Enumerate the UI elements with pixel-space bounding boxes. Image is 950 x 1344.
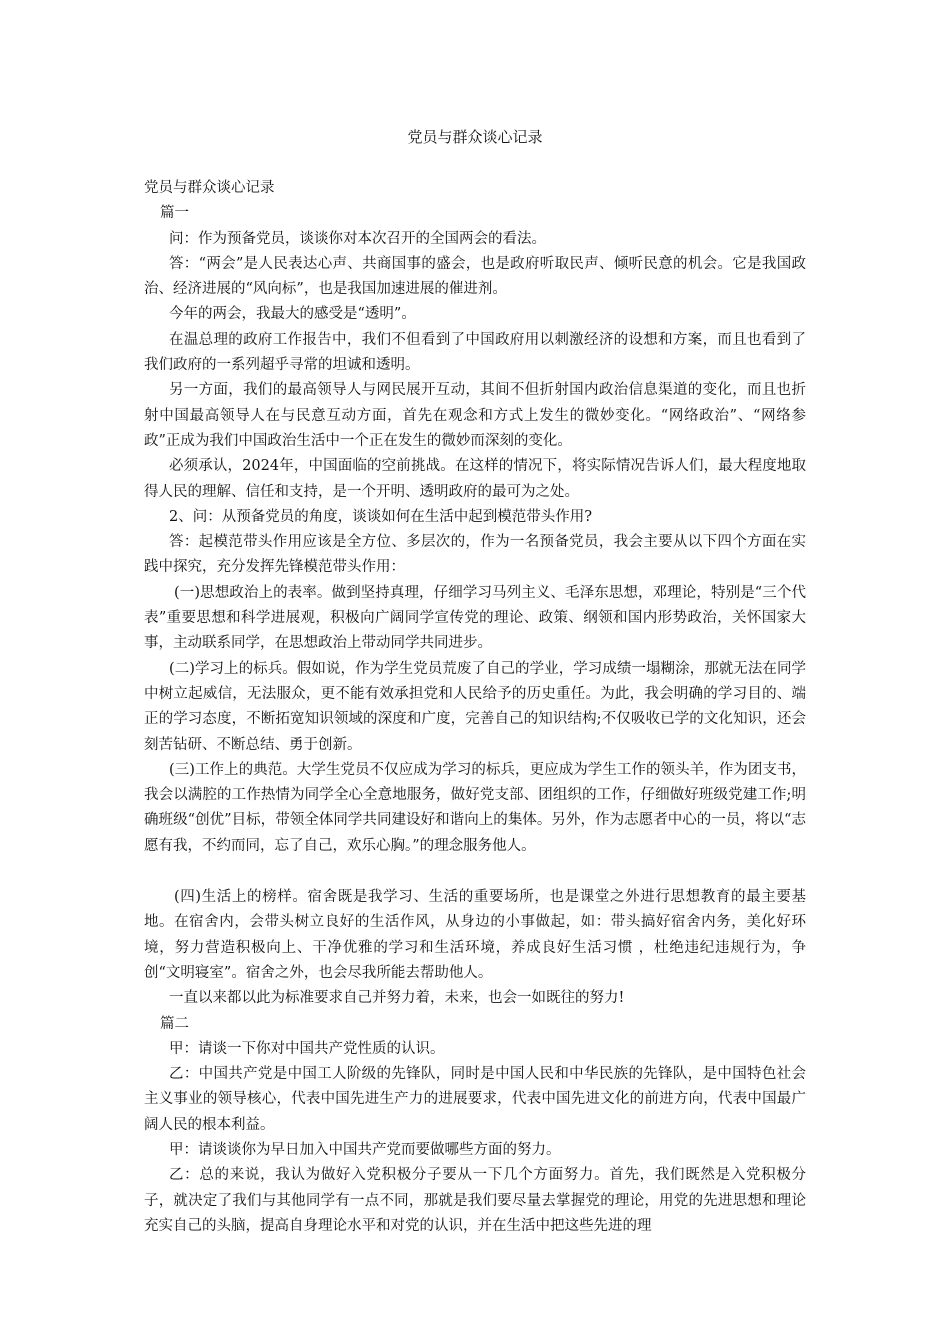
- paragraph: 另一方面，我们的最高领导人与网民展开互动，其间不但折射国内政治信息渠道的变化，而且也折射中国最高领导人在与民意互动方面，首先在观念和方式上发生的微妙变化。“网络政治”、“网络参政”正成为我们中国政治生活中一个正在发生的微妙而深刻的变化。: [144, 382, 806, 449]
- paragraph: 今年的两会，我最大的感受是“透明”。: [169, 306, 416, 323]
- paragraph: 甲：请谈一下你对中国共产党性质的认识。: [169, 1040, 445, 1057]
- paragraph: (二)学习上的标兵。假如说，作为学生党员荒废了自己的学业，学习成绩一塌糊涂，那就无法在同学中树立起威信，无法服众，更不能有效承担党和人民给予的历史重任。为此，我会明确的学习目的、端正的学习态度，不断拓宽知识领域的深度和广度，完善自己的知识结构;不仅吸收已学的文化知识，还会刻苦钻研、不断总结、勇于创新。: [144, 660, 806, 753]
- paragraph: (一)思想政治上的表率。做到坚持真理，仔细学习马列主义、毛泽东思想，邓理论，特别是“三个代表”重要思想和科学进展观，积极向广阔同学宣传党的理论、政策、纲领和国内形势政治，关怀国家大事，主动联系同学，在思想政治上带动同学共同进步。: [144, 584, 806, 652]
- paragraph: 必须承认，2024年，中国面临的空前挑战。在这样的情况下，将实际情况告诉人们，最大程度地取得人民的理解、信任和支持，是一个开明、透明政府的最可为之处。: [144, 458, 806, 500]
- section-heading-part-two: 篇二: [160, 1015, 189, 1032]
- document-title: 党员与群众谈心记录: [407, 128, 543, 146]
- blank-line: [144, 859, 806, 885]
- paragraph: 乙：中国共产党是中国工人阶级的先锋队，同时是中国人民和中华民族的先锋队，是中国特色社会主义事业的领导核心，代表中国先进生产力的进展要求，代表中国先进文化的前进方向，代表中国最广阔人民的根本利益。: [144, 1066, 806, 1133]
- paragraph: 答：起模范带头作用应该是全方位、多层次的，作为一名预备党员，我会主要从以下四个方面在实践中探究，充分发挥先锋模范带头作用：: [144, 534, 806, 576]
- paragraph: 乙：总的来说，我认为做好入党积极分子要从一下几个方面努力。首先，我们既然是入党积极分子，就决定了我们与其他同学有一点不同，那就是我们要尽量去掌握党的理论，用党的先进思想和理论充实自己的头脑，提高自身理论水平和对党的认识，并在生活中把这些先进的理: [144, 1167, 806, 1234]
- paragraph: (四)生活上的榜样。宿舍既是我学习、生活的重要场所，也是课堂之外进行思想教育的最主要基地。在宿舍内，会带头树立良好的生活作风，从身边的小事做起，如：带头搞好宿舍内务，美化好环境，努力营造积极向上、干净优雅的学习和生活环境，养成良好生活习惯 ，杜绝违纪违规行为，争创“文明寝室”。宿舍之外，也会尽我所能去帮助他人。: [144, 889, 806, 981]
- paragraph: 答：“两会”是人民表达心声、共商国事的盛会，也是政府听取民声、倾听民意的机会。它是我国政治、经济进展的“风向标”，也是我国加速进展的催进剂。: [144, 255, 806, 298]
- section-heading-part-one: 篇一: [160, 205, 189, 222]
- paragraph: 问：作为预备党员，谈谈你对本次召开的全国两会的看法。: [169, 230, 546, 247]
- paragraph: 2、问：从预备党员的角度，谈谈如何在生活中起到模范带头作用?: [169, 508, 592, 525]
- paragraph: (三)工作上的典范。大学生党员不仅应成为学习的标兵，更应成为学生工作的领头羊，作为团支书，我会以满腔的工作热情为同学全心全意地服务，做好党支部、团组织的工作，仔细做好班级党建工作;明确班级“创优”目标，带领全体同学共同建设好和谐向上的集体。另外，作为志愿者中心的一员，将以“志愿有我，不约而同，忘了自己，欢乐心胸。”的理念服务他人。: [144, 761, 806, 854]
- paragraph: 一直以来都以此为标准要求自己并努力着，未来，也会一如既往的努力!: [169, 990, 625, 1007]
- paragraph: 甲：请谈谈你为早日加入中国共产党而要做哪些方面的努力。: [169, 1141, 561, 1158]
- paragraph: 在温总理的政府工作报告中，我们不但看到了中国政府用以刺激经济的设想和方案，而且也看到了我们政府的一系列超乎寻常的坦诚和透明。: [144, 331, 806, 374]
- document-subtitle: 党员与群众谈心记录: [144, 180, 275, 196]
